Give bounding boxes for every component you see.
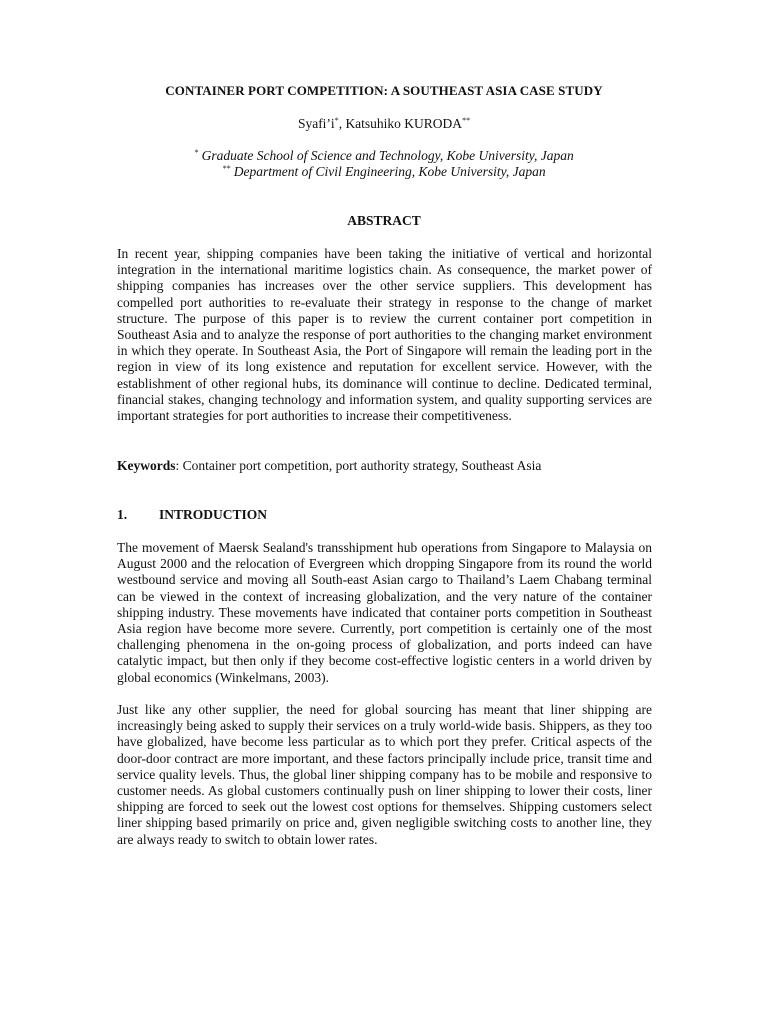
affiliation-text: Graduate School of Science and Technology, Kobe University, Japan [198,148,574,163]
author-separator: , [338,116,346,131]
author-name: Syafi’i [297,116,335,131]
affiliation-mark: ** [222,164,231,173]
affiliation-mark: ** [462,116,471,125]
author-line [0,116,768,132]
affiliation [0,164,768,180]
body-paragraph: Just like any other supplier, the need for global sourcing has meant that liner shipping are increasingly being asked to supply their services on a truly world-wide basis. Shippers, as they too have globalized, have become less particular as to which port they prefer. Critical aspects of the door-door contract are more important, and these factors principally include price, transit time and service quality levels. Thus, the global liner shipping company has to be mobile and responsive to customer needs. As global customers continually push on liner shipping to lower their costs, liner shipping are forced to seek out the lowest cost options for themselves. Shipping customers select liner shipping based primarily on price and, given negligible switching costs to another line, they are always ready to switch to obtain lower rates. [117,702,652,847]
abstract-paragraph: In recent year, shipping companies have been taking the initiative of vertical and horizontal integration in the international maritime logistics chain. As consequence, the market power of shipping companies has increases over the other service suppliers. This development has compelled port authorities to re-evaluate their strategy in response to the change of market structure. The purpose of this paper is to review the current container port competition in Southeast Asia and to analyze the response of port authorities to the changing market environment in which they operate. In Southeast Asia, the Port of Singapore will remain the leading port in the region in view of its long existence and reputation for excellent service. However, with the establishment of other regional hubs, its dominance will continue to decline. Dedicated terminal, financial stakes, changing technology and information system, and quality supporting services are important strategies for port authorities to increase their competitiveness. [117,246,652,424]
paper-title: CONTAINER PORT COMPETITION: A SOUTHEAST ASIA CASE STUDY [165,83,603,98]
abstract-heading: ABSTRACT [347,213,421,228]
affiliation-text: Department of Civil Engineering, Kobe University, Japan [230,164,546,179]
section-heading [117,507,267,523]
keywords-label: Keywords [117,458,176,473]
keywords-line [117,458,652,474]
affiliation [0,148,768,164]
affiliation-mark: * [194,148,199,157]
keywords-text: : Container port competition, port authority strategy, Southeast Asia [175,458,542,473]
section-title: INTRODUCTION [159,507,268,522]
body-paragraph: The movement of Maersk Sealand's transshipment hub operations from Singapore to Malaysia on August 2000 and the relocation of Evergreen which dropping Singapore from its round the world westbound service and moving all South-east Asian cargo to Thailand’s Laem Chabang terminal can be viewed in the context of increasing globalization, and the very nature of the container shipping industry. These movements have indicated that container ports competition in Southeast Asia region have become more severe. Currently, port competition is certainly one of the most challenging phenomena in the on-going process of globalization, and ports indeed can have catalytic impact, but then only if they become cost-effective logistic centers in a world driven by global economics (Winkelmans, 2003). [117,540,652,685]
affiliation-mark: * [334,116,339,125]
section-number: 1. [117,507,128,522]
author-name: Katsuhiko KURODA [345,116,463,131]
